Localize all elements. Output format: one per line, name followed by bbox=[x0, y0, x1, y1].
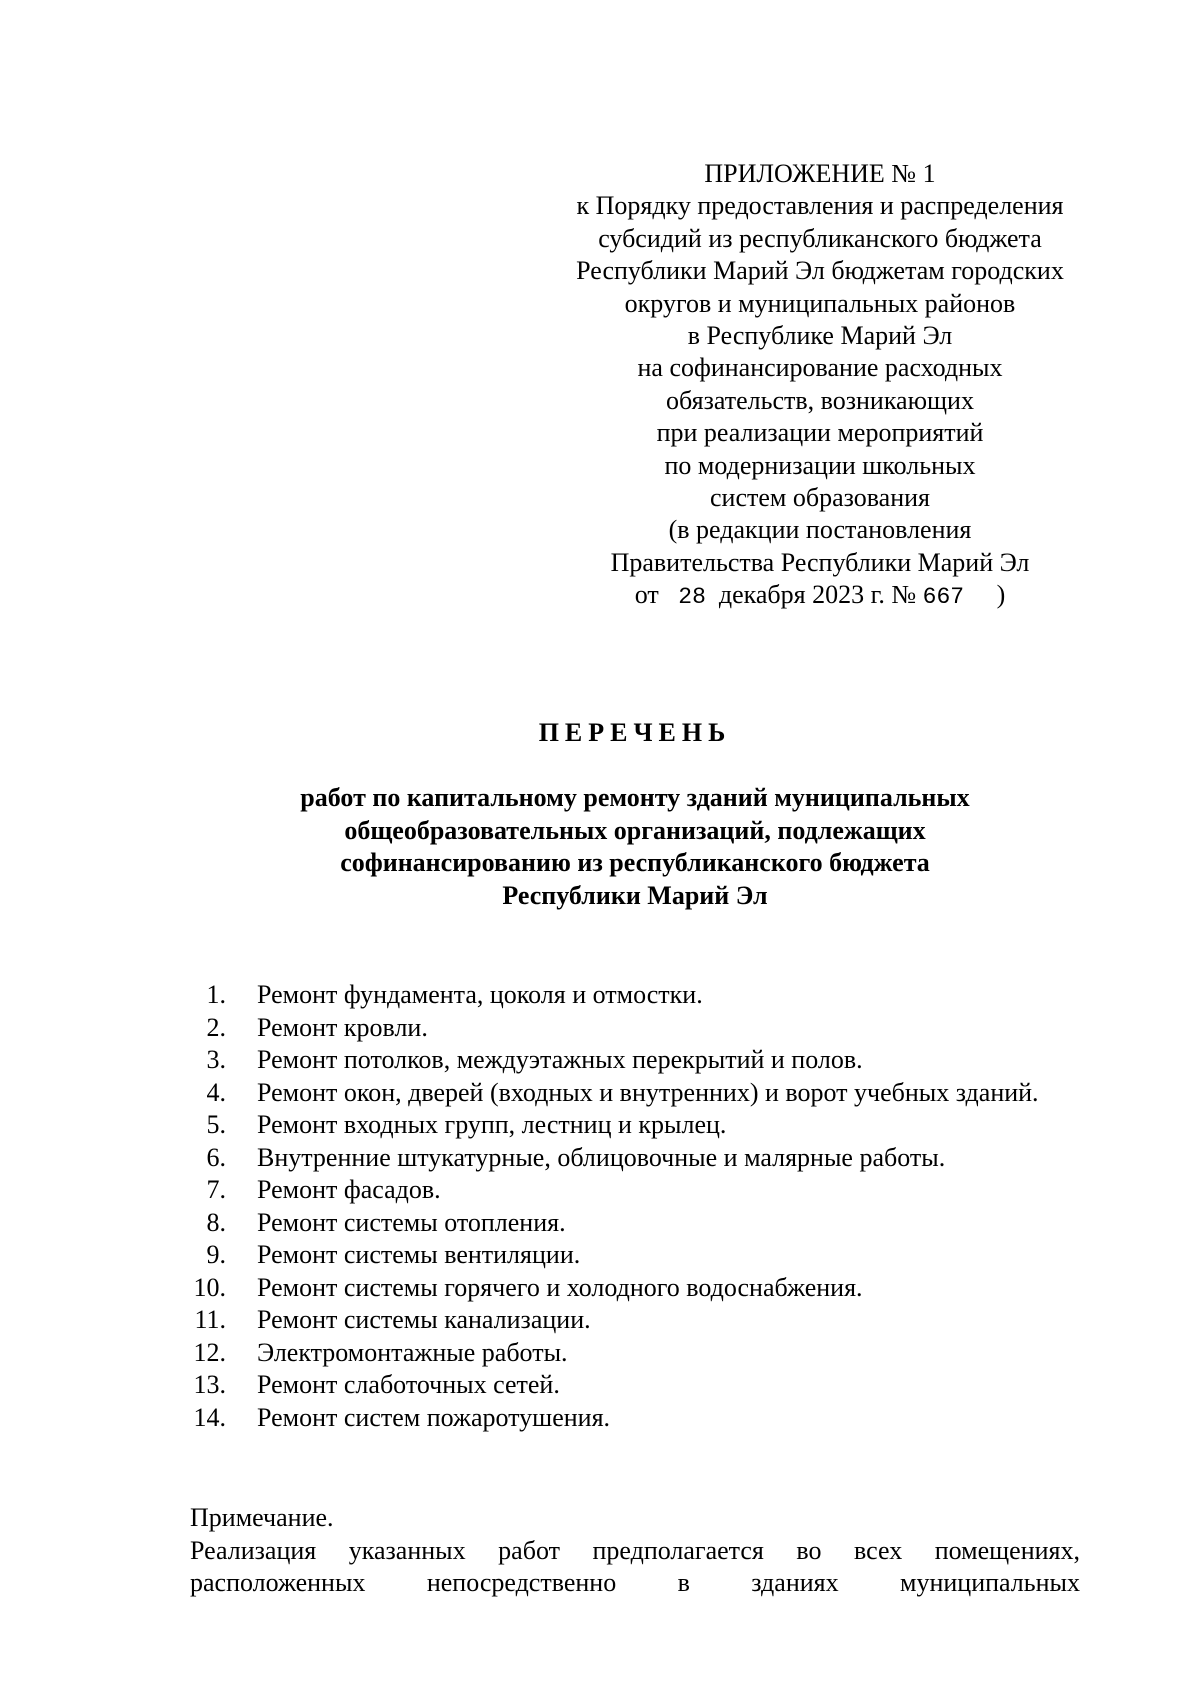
item-text: Ремонт системы отопления. bbox=[257, 1207, 566, 1237]
item-text: Ремонт системы вентиляции. bbox=[257, 1240, 581, 1269]
appendix-line: в Республике Марий Эл bbox=[687, 321, 953, 351]
note-title: Примечание. bbox=[190, 1503, 334, 1532]
item-number: 14. bbox=[193, 1402, 226, 1432]
appendix-line: субсидий из республиканского бюджета bbox=[598, 223, 1042, 253]
appendix-line: (в редакции постановления bbox=[668, 515, 972, 545]
item-number: 4. bbox=[206, 1077, 226, 1107]
appendix-block bbox=[550, 158, 1090, 614]
note-body: Реализация указанных работ предполагается во всех помещениях, расположенных непосредственно в зданиях муниципальных bbox=[190, 1535, 1080, 1597]
item-number: 12. bbox=[193, 1337, 226, 1367]
list-item bbox=[190, 1012, 1080, 1045]
subtitle-line: общеобразовательных организаций, подлежащих bbox=[344, 815, 926, 845]
item-text: Ремонт кровли. bbox=[257, 1012, 428, 1042]
subtitle-line: работ по капитальному ремонту зданий муниципальных bbox=[300, 783, 970, 812]
item-text: Ремонт систем пожаротушения. bbox=[257, 1402, 611, 1432]
list-item bbox=[190, 979, 1080, 1012]
list-item bbox=[190, 1077, 1080, 1110]
date-prefix: от bbox=[634, 580, 659, 610]
item-text: Ремонт фундамента, цоколя и отмостки. bbox=[257, 980, 703, 1009]
item-text: Ремонт фасадов. bbox=[257, 1175, 441, 1204]
appendix-line: к Порядку предоставления и распределения bbox=[576, 191, 1064, 221]
item-number: 9. bbox=[206, 1240, 226, 1269]
document-title: ПЕРЕЧЕНЬ bbox=[538, 718, 732, 747]
appendix-line: обязательств, возникающих bbox=[666, 385, 974, 415]
list-item bbox=[190, 1142, 1080, 1175]
item-number: 7. bbox=[206, 1175, 226, 1204]
subtitle-line: Республики Марий Эл bbox=[502, 880, 768, 910]
works-list bbox=[190, 979, 1080, 1434]
item-number: 3. bbox=[206, 1045, 226, 1074]
item-text: Ремонт окон, дверей (входных и внутренних) и ворот учебных зданий. bbox=[257, 1077, 1039, 1107]
item-text: Ремонт потолков, междуэтажных перекрытий и полов. bbox=[257, 1045, 863, 1074]
appendix-line: при реализации мероприятий bbox=[656, 418, 984, 448]
item-text: Внутренние штукатурные, облицовочные и малярные работы. bbox=[257, 1142, 946, 1172]
list-item bbox=[190, 1109, 1080, 1142]
item-text: Ремонт слаботочных сетей. bbox=[257, 1370, 560, 1399]
item-number: 1. bbox=[206, 980, 226, 1009]
appendix-line: на софинансирование расходных bbox=[637, 353, 1003, 383]
note-block bbox=[190, 1502, 1080, 1600]
item-text: Ремонт входных групп, лестниц и крылец. bbox=[257, 1110, 727, 1139]
item-number: 2. bbox=[206, 1012, 226, 1042]
appendix-heading: ПРИЛОЖЕНИЕ № 1 bbox=[704, 159, 936, 188]
date-suffix: ) bbox=[996, 580, 1006, 610]
resolution-number: 667 bbox=[922, 584, 965, 611]
list-item bbox=[190, 1337, 1080, 1370]
document-subtitle bbox=[200, 782, 1070, 912]
date-day: 28 bbox=[678, 584, 706, 611]
subtitle-line: софинансированию из республиканского бюджета bbox=[340, 848, 930, 877]
date-text: декабря 2023 г. № bbox=[718, 580, 917, 610]
list-item bbox=[190, 1239, 1080, 1272]
appendix-line: округов и муниципальных районов bbox=[624, 288, 1016, 318]
list-item bbox=[190, 1272, 1080, 1305]
item-number: 10. bbox=[193, 1272, 226, 1302]
list-item bbox=[190, 1174, 1080, 1207]
item-text: Ремонт системы канализации. bbox=[257, 1305, 591, 1334]
resolution-date-line bbox=[550, 579, 1090, 613]
appendix-line: по модернизации школьных bbox=[664, 450, 976, 480]
item-number: 13. bbox=[193, 1370, 226, 1399]
list-item bbox=[190, 1207, 1080, 1240]
list-item bbox=[190, 1369, 1080, 1402]
item-number: 5. bbox=[206, 1110, 226, 1139]
list-item bbox=[190, 1402, 1080, 1435]
item-text: Электромонтажные работы. bbox=[257, 1337, 568, 1367]
item-number: 11. bbox=[194, 1305, 226, 1334]
appendix-line: систем образования bbox=[710, 483, 930, 513]
list-item bbox=[190, 1044, 1080, 1077]
item-number: 6. bbox=[206, 1142, 226, 1172]
list-item bbox=[190, 1304, 1080, 1337]
item-text: Ремонт системы горячего и холодного водоснабжения. bbox=[257, 1272, 863, 1302]
appendix-line: Правительства Республики Марий Эл bbox=[610, 547, 1030, 577]
item-number: 8. bbox=[206, 1207, 226, 1237]
appendix-line: Республики Марий Эл бюджетам городских bbox=[576, 256, 1064, 286]
